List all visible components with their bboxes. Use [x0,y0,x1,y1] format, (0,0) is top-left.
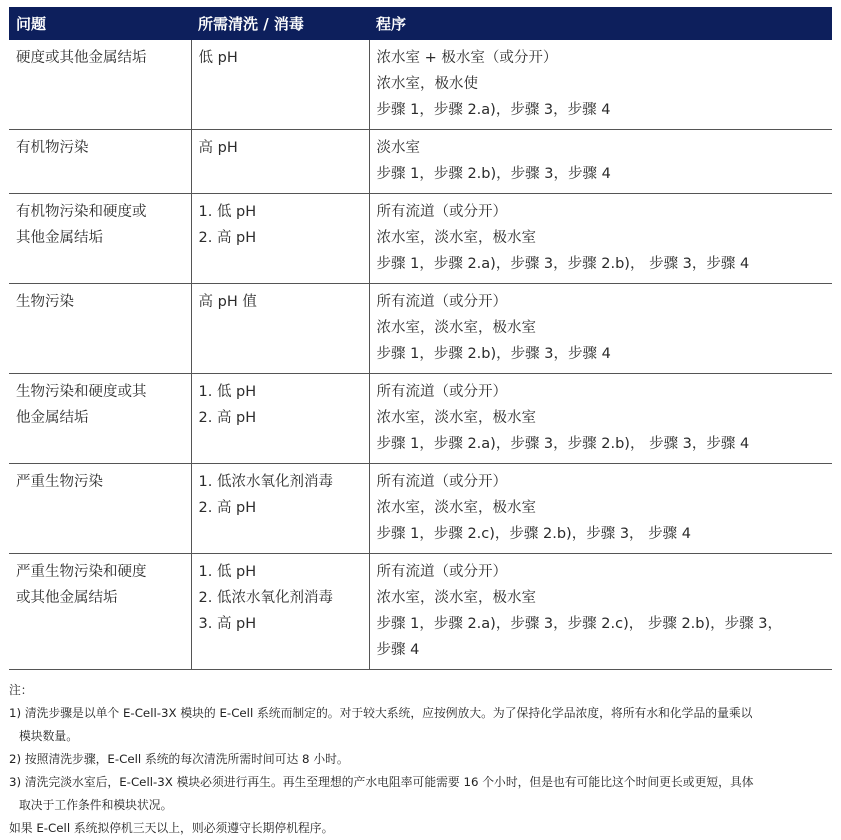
table-row [9,374,832,464]
procedure-text: 淡水室 [376,140,420,156]
document [9,7,832,840]
note-item: 1) 清洗步骤是以单个 E-Cell-3X 模块的 E-Cell 系统而制定的。对于较大系统，应按例放大。为了保持化学品浓度，将所有水和化学品的量乘以 [9,706,753,720]
procedure-text: 步骤 1，步骤 2.a)，步骤 3，步骤 4 [376,102,611,118]
table-row [9,40,832,130]
procedure-cell [369,464,832,554]
note-item: 2) 按照清洗步骤，E-Cell 系统的每次清洗所需时间可达 8 小时。 [9,752,349,766]
issue-text: 其他金属结垢 [16,230,103,246]
cleaning-cell [191,130,369,194]
procedure-text: 步骤 1，步骤 2.a)，步骤 3，步骤 2.b)， 步骤 3，步骤 4 [376,436,750,452]
issue-text: 硬度或其他金属结垢 [16,50,147,66]
cleaning-cell [191,194,369,284]
issue-text: 有机物污染 [16,140,89,156]
cleaning-cell [191,554,369,670]
procedure-text: 所有流道（或分开） [376,294,507,310]
procedure-cell [369,40,832,130]
procedure-text: 步骤 1，步骤 2.a)，步骤 3，步骤 2.c)， 步骤 2.b)，步骤 3， [376,616,782,632]
cleaning-text: 低 pH [198,50,238,66]
procedure-text: 步骤 1，步骤 2.b)，步骤 3，步骤 4 [376,346,611,362]
issue-text: 严重生物污染 [16,474,103,490]
cleaning-text: 1. 低 pH [198,564,257,580]
issue-text: 或其他金属结垢 [16,590,118,606]
issue-text: 有机物污染和硬度或 [16,204,147,220]
issue-text: 他金属结垢 [16,410,89,426]
notes-title: 注： [9,683,33,697]
cleaning-text: 1. 低 pH [198,384,257,400]
issue-cell [9,40,191,130]
procedure-text: 浓水室，淡水室，极水室 [376,410,536,426]
issue-text: 生物污染和硬度或其 [16,384,147,400]
procedure-cell [369,130,832,194]
procedure-text: 所有流道（或分开） [376,564,507,580]
note-item: 取决于工作条件和模块状况。 [19,798,173,812]
table-header-row [9,7,832,40]
cleaning-text: 高 pH [198,140,238,156]
cleaning-text: 1. 低 pH [198,204,257,220]
issue-text: 严重生物污染和硬度 [16,564,147,580]
issue-cell [9,374,191,464]
note-item: 3) 清洗完淡水室后，E-Cell-3X 模块必须进行再生。再生至理想的产水电阻率可能需要 16 个小时，但是也有可能比这个时间更长或更短，具体 [9,775,754,789]
procedure-text: 浓水室 + 极水室（或分开） [376,50,558,66]
procedure-text: 步骤 1，步骤 2.a)，步骤 3，步骤 2.b)， 步骤 3，步骤 4 [376,256,750,272]
note-item: 模块数量。 [19,729,78,743]
issue-text: 生物污染 [16,294,74,310]
procedure-cell [369,194,832,284]
note-item: 如果 E-Cell 系统拟停机三天以上，则必须遵守长期停机程序。 [9,821,334,835]
notes-section [9,679,832,840]
cleaning-cell [191,374,369,464]
procedure-text: 所有流道（或分开） [376,474,507,490]
header-procedure: 程序 [369,7,832,40]
procedure-cell [369,554,832,670]
procedure-cell [369,284,832,374]
procedure-text: 浓水室，淡水室，极水室 [376,320,536,336]
procedure-text: 步骤 1，步骤 2.b)，步骤 3，步骤 4 [376,166,611,182]
table-row [9,464,832,554]
table-row [9,284,832,374]
issue-cell [9,194,191,284]
table-row [9,554,832,670]
header-issue: 问题 [9,7,191,40]
cleaning-text: 2. 高 pH [198,230,257,246]
table-row [9,130,832,194]
table-row [9,194,832,284]
issue-cell [9,464,191,554]
cleaning-cell [191,464,369,554]
cleaning-cell [191,284,369,374]
cleaning-text: 3. 高 pH [198,616,257,632]
issue-cell [9,130,191,194]
cleaning-text: 2. 低浓水氧化剂消毒 [198,590,333,606]
cleaning-table [9,7,832,670]
cleaning-text: 高 pH 值 [198,294,257,310]
procedure-text: 所有流道（或分开） [376,204,507,220]
cleaning-text: 1. 低浓水氧化剂消毒 [198,474,333,490]
cleaning-text: 2. 高 pH [198,410,257,426]
procedure-text: 浓水室，极水使 [376,76,478,92]
issue-cell [9,554,191,670]
procedure-text: 步骤 4 [376,642,420,658]
cleaning-text: 2. 高 pH [198,500,257,516]
procedure-text: 浓水室，淡水室，极水室 [376,230,536,246]
cleaning-cell [191,40,369,130]
procedure-text: 所有流道（或分开） [376,384,507,400]
procedure-text: 浓水室，淡水室，极水室 [376,590,536,606]
procedure-text: 浓水室，淡水室，极水室 [376,500,536,516]
issue-cell [9,284,191,374]
procedure-text: 步骤 1，步骤 2.c)，步骤 2.b)，步骤 3， 步骤 4 [376,526,691,542]
procedure-cell [369,374,832,464]
header-cleaning: 所需清洗 / 消毒 [191,7,369,40]
